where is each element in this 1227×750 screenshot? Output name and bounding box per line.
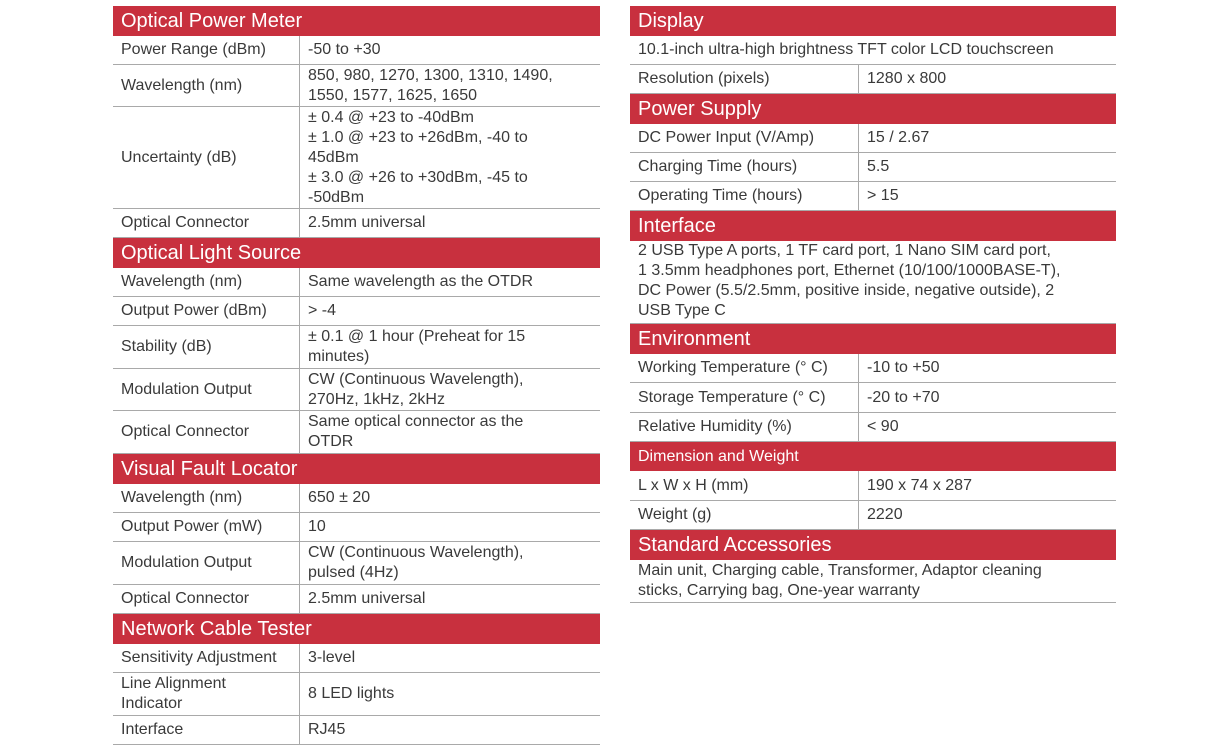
left-spec-column (113, 6, 600, 745)
spec-value: -50 to +30 (308, 41, 381, 58)
spec-row (630, 413, 1116, 442)
spec-label: Relative Humidity (%) (630, 413, 859, 441)
spec-row-full (630, 36, 1116, 65)
spec-value: -20 to +70 (867, 388, 940, 406)
section-header-environment: Environment (630, 324, 1116, 354)
spec-value: 2.5mm universal (308, 590, 426, 607)
spec-label: Optical Connector (113, 411, 300, 453)
spec-label: Operating Time (hours) (630, 182, 859, 210)
right-spec-column (630, 6, 1116, 603)
section-header-standard-accessories: Standard Accessories (630, 530, 1116, 560)
spec-value: ± 0.4 @ +23 to -40dBm ± 1.0 @ +23 to +26dBm, -40 to 45dBm ± 3.0 @ +26 to +30dBm, -45 to -50dBm (308, 108, 528, 206)
spec-row-full (630, 560, 1116, 603)
spec-row (113, 268, 600, 297)
spec-row (630, 354, 1116, 383)
spec-label: Sensitivity Adjustment (113, 644, 300, 672)
spec-row (630, 124, 1116, 153)
spec-label: Storage Temperature (° C) (630, 383, 859, 412)
spec-value: 5.5 (867, 158, 890, 175)
spec-label: Line Alignment Indicator (113, 673, 300, 715)
spec-value: CW (Continuous Wavelength), 270Hz, 1kHz, 2kHz (308, 370, 524, 408)
spec-label: Optical Connector (113, 209, 300, 237)
spec-value: 1280 x 800 (867, 70, 947, 87)
section-header-optical-light-source: Optical Light Source (113, 238, 600, 268)
spec-row (113, 484, 600, 513)
spec-label: Interface (113, 716, 300, 744)
spec-row (630, 471, 1116, 501)
spec-value: -10 to +50 (867, 359, 940, 376)
section-header-network-cable-tester: Network Cable Tester (113, 614, 600, 644)
spec-row (113, 369, 600, 411)
spec-label: Output Power (dBm) (113, 297, 300, 325)
section-header-interface: Interface (630, 211, 1116, 241)
spec-row (113, 209, 600, 238)
spec-value: 2 USB Type A ports, 1 TF card port, 1 Nano SIM card port, 1 3.5mm headphones port, Ethernet (10/100/1000BASE-T), DC Power (5.5/2.5mm, positive inside, negative outside), 2 USB Type C (638, 242, 1061, 319)
spec-label: Weight (g) (630, 501, 859, 529)
spec-label: Modulation Output (113, 542, 300, 584)
spec-row (113, 644, 600, 673)
spec-value: 10.1-inch ultra-high brightness TFT color LCD touchscreen (638, 41, 1054, 58)
section-header-power-supply: Power Supply (630, 94, 1116, 124)
spec-label: Wavelength (nm) (113, 268, 300, 296)
spec-value: > 15 (867, 187, 899, 204)
spec-label: Output Power (mW) (113, 513, 300, 541)
spec-value: Same wavelength as the OTDR (308, 273, 533, 290)
spec-row (113, 297, 600, 326)
section-header-optical-power-meter: Optical Power Meter (113, 6, 600, 36)
spec-value: 850, 980, 1270, 1300, 1310, 1490, 1550, 1577, 1625, 1650 (308, 66, 553, 104)
spec-label: Wavelength (nm) (113, 484, 300, 512)
section-header-display: Display (630, 6, 1116, 36)
spec-label: Uncertainty (dB) (113, 107, 300, 208)
spec-row (630, 65, 1116, 94)
spec-value: 190 x 74 x 287 (867, 476, 972, 494)
spec-value: 2220 (867, 506, 903, 523)
spec-label: Modulation Output (113, 369, 300, 410)
spec-value: RJ45 (308, 721, 346, 738)
spec-row (630, 153, 1116, 182)
spec-value: 650 ± 20 (308, 489, 371, 506)
spec-value: 10 (308, 518, 326, 535)
spec-value: 15 / 2.67 (867, 129, 930, 146)
spec-value: > -4 (308, 302, 337, 319)
section-header-visual-fault-locator: Visual Fault Locator (113, 454, 600, 484)
spec-label: Optical Connector (113, 585, 300, 613)
spec-value: Main unit, Charging cable, Transformer, Adaptor cleaning sticks, Carrying bag, One-year warranty (638, 562, 1042, 599)
spec-row (113, 107, 600, 209)
spec-row (630, 383, 1116, 413)
spec-row (113, 513, 600, 542)
spec-row (113, 585, 600, 614)
spec-row (113, 36, 600, 65)
spec-label: Charging Time (hours) (630, 153, 859, 181)
spec-label: Working Temperature (° C) (630, 354, 859, 382)
spec-row (113, 673, 600, 716)
spec-value: Same optical connector as the OTDR (308, 413, 524, 450)
section-header-dimension-and-weight: Dimension and Weight (630, 442, 1116, 471)
spec-value: < 90 (867, 418, 899, 435)
spec-row (113, 326, 600, 369)
spec-value: ± 0.1 @ 1 hour (Preheat for 15 minutes) (308, 328, 526, 365)
spec-label: L x W x H (mm) (630, 471, 859, 500)
spec-row-full (630, 241, 1116, 324)
spec-label: DC Power Input (V/Amp) (630, 124, 859, 152)
spec-value: 2.5mm universal (308, 214, 426, 231)
spec-label: Power Range (dBm) (113, 36, 300, 64)
spec-value: CW (Continuous Wavelength), pulsed (4Hz) (308, 544, 524, 581)
spec-row (630, 182, 1116, 211)
spec-row (113, 411, 600, 454)
spec-label: Stability (dB) (113, 326, 300, 368)
spec-row (630, 501, 1116, 530)
spec-label: Wavelength (nm) (113, 65, 300, 106)
spec-row (113, 716, 600, 745)
spec-row (113, 542, 600, 585)
spec-label: Resolution (pixels) (630, 65, 859, 93)
spec-row (113, 65, 600, 107)
spec-value: 3-level (308, 649, 356, 666)
spec-value: 8 LED lights (308, 685, 395, 702)
